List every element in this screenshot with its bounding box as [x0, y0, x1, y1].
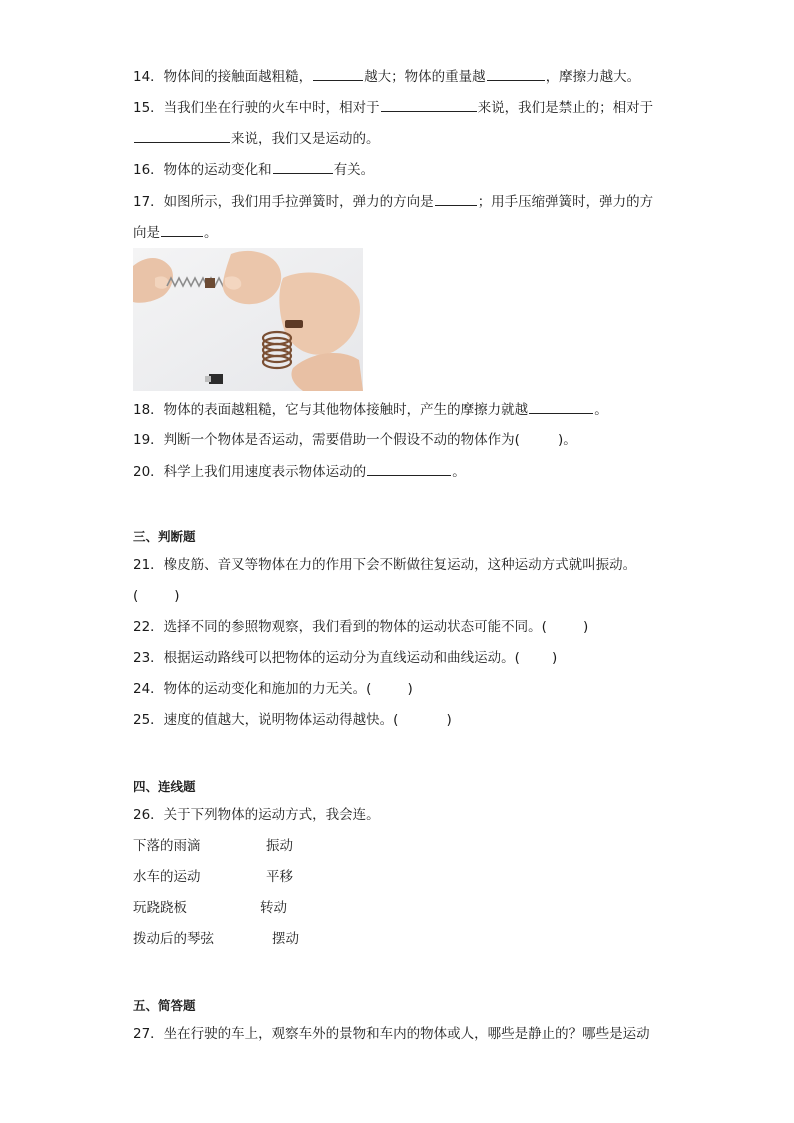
section-3-heading: 三、判断题: [133, 529, 196, 544]
question-17: [133, 191, 653, 212]
question-14: [133, 66, 640, 87]
question-text: )。: [557, 432, 577, 448]
question-text: 21．橡皮筋、音叉等物体在力的作用下会不断做往复运动，这种运动方式就叫振动。: [133, 557, 637, 573]
answer-blank[interactable]: [381, 97, 477, 112]
answer-blank[interactable]: [435, 191, 477, 206]
question-23: [133, 648, 557, 668]
question-27: 27．坐在行驶的车上，观察车外的景物和车内的物体或人，哪些是静止的？哪些是运动: [133, 1026, 650, 1042]
question-18: [133, 399, 608, 420]
question-text: 17．如图所示，我们用手拉弹簧时，弹力的方向是: [133, 194, 434, 210]
match-right-item[interactable]: 摆动: [272, 931, 299, 947]
question-text: ): [446, 712, 452, 728]
question-text: 向是: [133, 225, 160, 241]
question-text: 14．物体间的接触面越粗糙，: [133, 69, 313, 85]
question-17-cont: [133, 222, 218, 243]
question-text: ，摩擦力越大。: [545, 69, 641, 85]
section-5-heading: 五、简答题: [133, 998, 196, 1013]
question-text: ): [582, 619, 589, 635]
match-right-item[interactable]: 平移: [266, 869, 293, 885]
question-text: 。: [452, 464, 466, 480]
question-text: 有关。: [333, 162, 375, 178]
match-left-item[interactable]: 拨动后的琴弦: [133, 931, 214, 947]
question-text: 19．判断一个物体是否运动，需要借助一个假设不动的物体作为(: [133, 432, 520, 448]
match-left-item[interactable]: 玩跷跷板: [133, 900, 187, 916]
question-19: [133, 430, 577, 450]
question-22: [133, 617, 588, 637]
question-text: ): [407, 681, 413, 697]
question-25: [133, 710, 452, 730]
match-right-item[interactable]: 转动: [260, 900, 287, 916]
question-text: 20．科学上我们用速度表示物体运动的: [133, 464, 367, 480]
answer-blank[interactable]: [161, 222, 203, 237]
answer-blank[interactable]: [367, 461, 451, 476]
question-15-cont: [133, 128, 380, 149]
question-text: 18．物体的表面越粗糙，它与其他物体接触时，产生的摩擦力就越: [133, 402, 529, 418]
question-text: 来说，我们又是运动的。: [231, 131, 380, 147]
answer-blank[interactable]: [487, 66, 545, 81]
answer-blank[interactable]: [529, 399, 593, 414]
question-20: [133, 461, 466, 482]
question-16: [133, 159, 374, 180]
question-text: ；用手压缩弹簧时，弹力的方: [477, 194, 654, 210]
question-21: [133, 555, 636, 575]
question-text: 16．物体的运动变化和: [133, 162, 272, 178]
question-text: 24．物体的运动变化和施加的力无关。(: [133, 681, 372, 697]
answer-blank[interactable]: [313, 66, 363, 81]
question-text: ): [174, 588, 180, 604]
question-text: ): [551, 650, 558, 666]
answer-blank[interactable]: [134, 128, 230, 143]
question-text: 。: [204, 225, 218, 241]
question-text: 15．当我们坐在行驶的火车中时，相对于: [133, 100, 380, 116]
question-21-cont: [133, 586, 180, 606]
question-15: [133, 97, 653, 118]
question-26: 26．关于下列物体的运动方式，我会连。: [133, 807, 380, 823]
answer-blank[interactable]: [273, 159, 333, 174]
question-text: 。: [594, 402, 608, 418]
match-right-item[interactable]: 振动: [266, 838, 293, 854]
spring-photo: [133, 248, 363, 391]
section-4-heading: 四、连线题: [133, 779, 196, 794]
question-24: [133, 679, 413, 699]
match-left-item[interactable]: 水车的运动: [133, 869, 201, 885]
spring-illustration: [133, 248, 363, 391]
question-text: (: [133, 588, 139, 604]
question-text: 越大；物体的重量越: [364, 69, 486, 85]
question-text: 23．根据运动路线可以把物体的运动分为直线运动和曲线运动。(: [133, 650, 520, 666]
match-left-item[interactable]: 下落的雨滴: [133, 838, 201, 854]
question-text: 来说，我们是禁止的；相对于: [477, 100, 654, 116]
question-text: 25．速度的值越大，说明物体运动得越快。(: [133, 712, 399, 728]
question-text: 22．选择不同的参照物观察，我们看到的物体的运动状态可能不同。(: [133, 619, 547, 635]
